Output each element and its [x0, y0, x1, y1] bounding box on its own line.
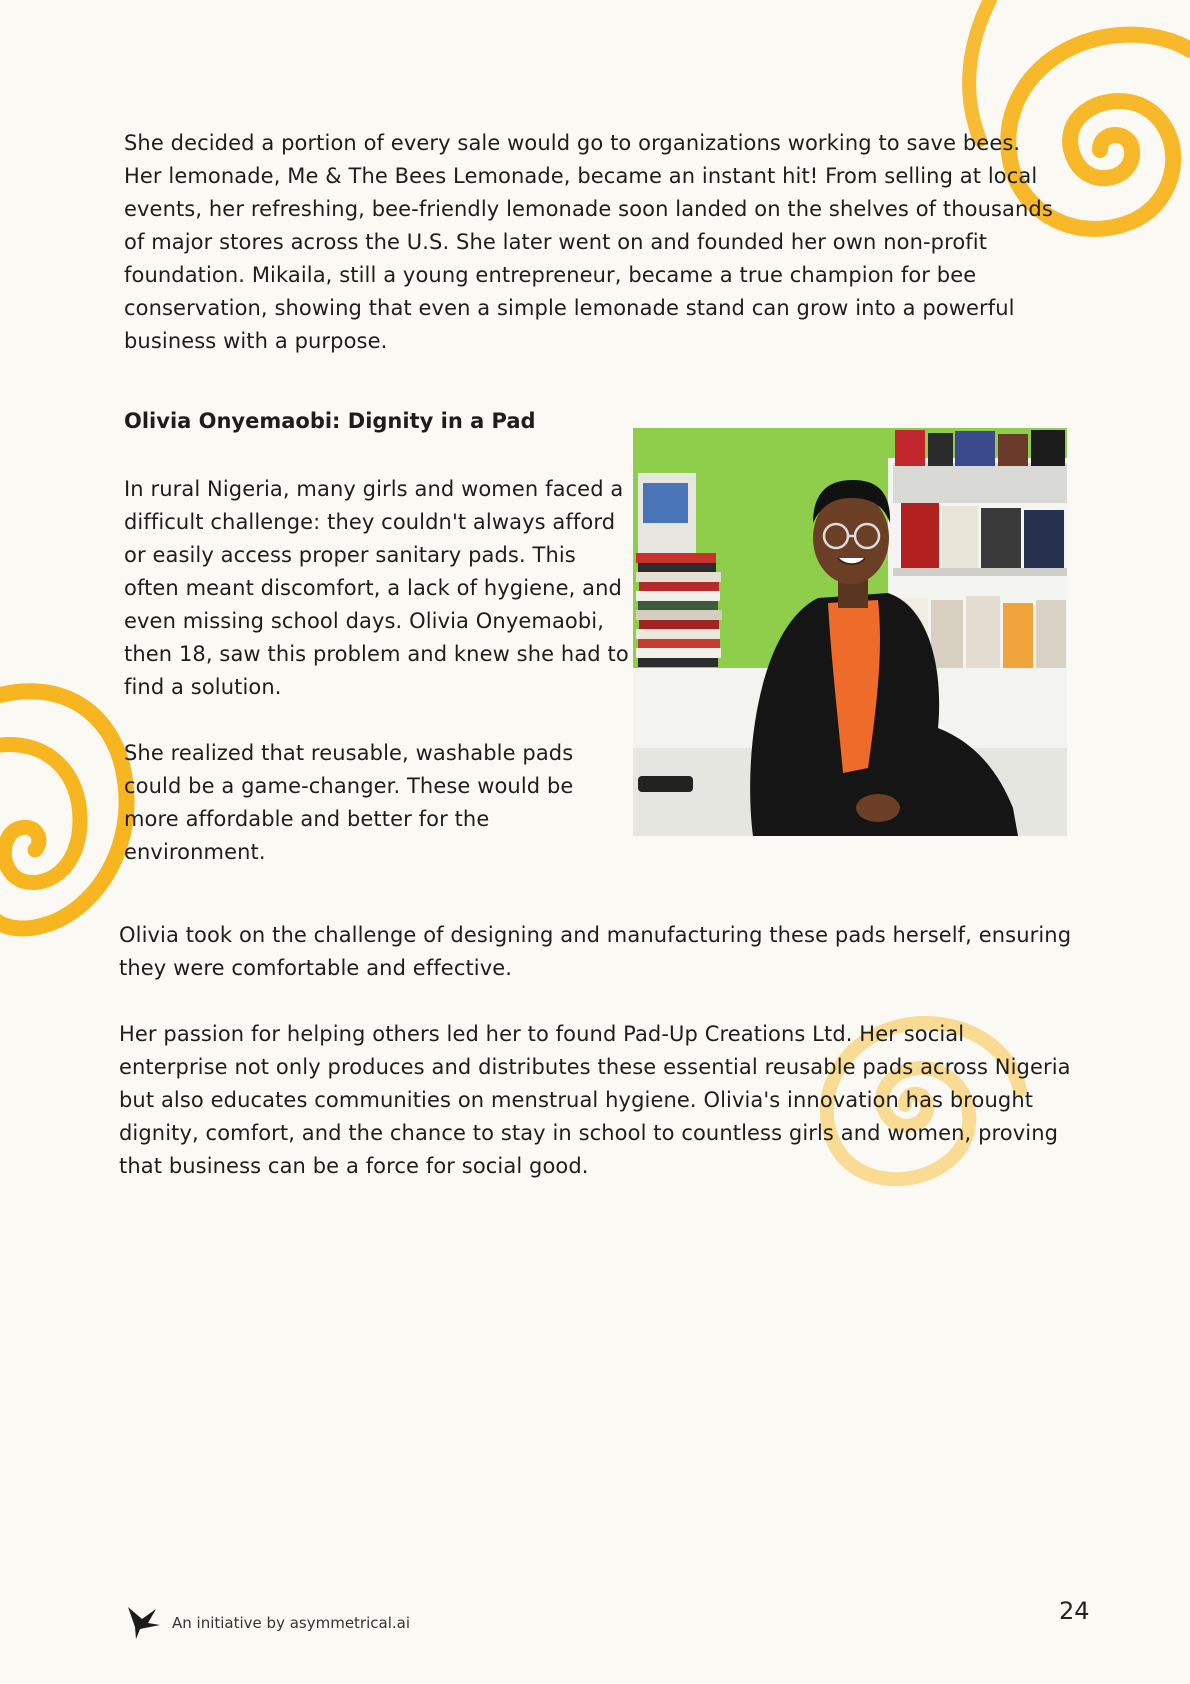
- olivia-portrait-photo: [633, 428, 1067, 836]
- story-paragraph-2: She realized that reusable, washable pads could be a game-changer. These would be more affordable and better for the environment.: [124, 741, 574, 864]
- story-bottom-section: [119, 919, 1079, 1183]
- footer-initiative-text: An initiative by asymmetrical.ai: [172, 1614, 410, 1632]
- story-paragraph-3: Olivia took on the challenge of designing and manufacturing these pads herself, ensuring they were comfortable and effective.: [119, 923, 1072, 980]
- intro-paragraph-2: Her lemonade, Me & The Bees Lemonade, became an instant hit! From selling at local events, her refreshing, bee-friendly lemonade soon landed on the shelves of thousands of major stores across the U.S. She later went on and founded her own non-profit foundation. Mikaila, still a young entrepreneur, became a true champion for bee conservation, showing that even a simple lemonade stand can grow into a powerful business with a purpose.: [124, 164, 1053, 353]
- story-heading: Olivia Onyemaobi: Dignity in a Pad: [124, 409, 536, 433]
- page-number: 24: [1059, 1597, 1090, 1625]
- story-left-column: [124, 473, 634, 869]
- story-paragraph-4: Her passion for helping others led her to found Pad-Up Creations Ltd. Her social enterprise not only produces and distributes these essential reusable pads across Nigeria but also educates communities on menstrual hygiene. Olivia's innovation has brought dignity, comfort, and the chance to stay in school to countless girls and women, proving that business can be a force for social good.: [119, 1022, 1071, 1178]
- intro-section: [124, 127, 1074, 358]
- story-paragraph-1: In rural Nigeria, many girls and women faced a difficult challenge: they couldn't always afford or easily access proper sanitary pads. This often meant discomfort, a lack of hygiene, and even missing school days. Olivia Onyemaobi, then 18, saw this problem and knew she had to find a solution.: [124, 477, 629, 699]
- bird-logo-icon: [126, 1605, 162, 1639]
- intro-paragraph-1: She decided a portion of every sale would go to organizations working to save bees.: [124, 131, 1021, 155]
